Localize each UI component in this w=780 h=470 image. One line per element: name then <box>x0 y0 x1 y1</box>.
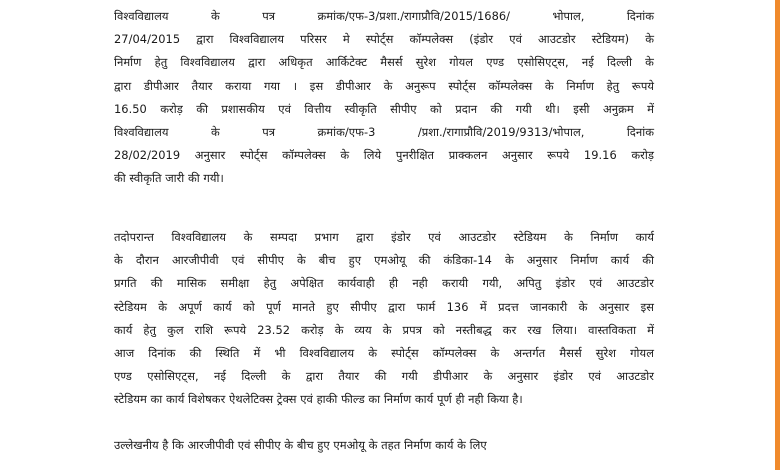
text-line: 28/02/2019 अनुसार स्पोर्ट्स कॉम्पलेक्स के लिये पुनरीक्षित प्राक्कलन अनुसार रूपये 19.16 करोड़ <box>114 148 654 163</box>
text-line: विश्वविद्यालय के पत्र क्रमांक/एफ-3/प्रशा./रागाप्रौवि/2015/1686/ भोपाल, दिनांक <box>114 9 654 23</box>
text-line: के दौरान आरजीपीवी एवं सीपीए के बीच हुए एमओयू की कंडिका-14 के अनुसार निर्माण कार्य की <box>114 253 654 268</box>
text-line: निर्माण हेतु विश्वविद्यालय द्वारा अधिकृत आर्किटेक्ट मैसर्स सुरेश गोयल एण्ड एसोसिएट्स, नई दिल्ली के <box>114 55 654 70</box>
text-line: विश्वविद्यालय के पत्र क्रमांक/एफ-3 /प्रशा./रागाप्रौवि/2019/9313/भोपाल, दिनांक <box>114 125 654 140</box>
text-line: 16.50 करोड़ की प्रशासकीय एवं वित्तीय स्वीकृति सीपीए को प्रदान की गयी थी। इसी अनुक्रम में <box>114 101 654 116</box>
text-line: आज दिनांक की स्थिति में भी विश्वविद्यालय के स्पोर्ट्स कॉम्पलेक्स के अन्तर्गत मैसर्स सुरेश गोयल <box>114 346 654 361</box>
paragraph-approval-history <box>114 5 654 191</box>
text-line: स्टेडियम के अपूर्ण कार्य को पूर्ण मानते हुए सीपीए द्वारा फार्म 136 में प्रदत्त जानकारी के अनुसार इस <box>114 299 654 314</box>
text-line: कार्य हेतु कुल राशि रूपये 23.52 करोड़ के व्यय के प्रपत्र को नस्तीबद्ध कर रख लिया। वास्तविकता में <box>114 322 654 337</box>
text-line: द्वारा डीपीआर तैयार कराया गया । इस डीपीआर के अनुरूप स्पोर्ट्स कॉम्पलेक्स के निर्माण हेतु रूपये <box>114 78 654 93</box>
text-line: प्रगति की मासिक समीक्षा हेतु अपेक्षित कार्यवाही ही नही करायी गयी, अपितु इंडोर एवं आउटडोर <box>114 276 654 291</box>
text-line: स्टेडियम का कार्य विशेषकर ऐथलेटिक्स ट्रेक्स एवं हाकी फील्ड का निर्माण कार्य पूर्ण ही नही किया है। <box>114 392 523 407</box>
paragraph-mou-note <box>114 434 654 457</box>
paragraph-construction-status <box>114 226 654 412</box>
text-line: तदोपरान्त विश्वविद्यालय के सम्पदा प्रभाग द्वारा इंडोर एवं आउटडोर स्टेडियम के निर्माण कार्य <box>114 230 654 244</box>
text-line: उल्लेखनीय है कि आरजीपीवी एवं सीपीए के बीच हुए एमओयू के तहत निर्माण कार्य के लिए <box>114 438 487 452</box>
page-edge-strip <box>775 0 780 470</box>
text-line: 27/04/2015 द्वारा विश्वविद्यालय परिसर मे स्पोर्ट्स कॉम्पलेक्स (इंडोर एवं आउटडोर स्टेडियम) के <box>114 32 654 47</box>
text-line: की स्वीकृति जारी की गयी। <box>114 171 224 186</box>
text-line: एण्ड एसोसिएट्स, नई दिल्ली के द्वारा तैयार की गयी डीपीआर के अनुसार इंडोर एवं आउटडोर <box>114 369 654 384</box>
